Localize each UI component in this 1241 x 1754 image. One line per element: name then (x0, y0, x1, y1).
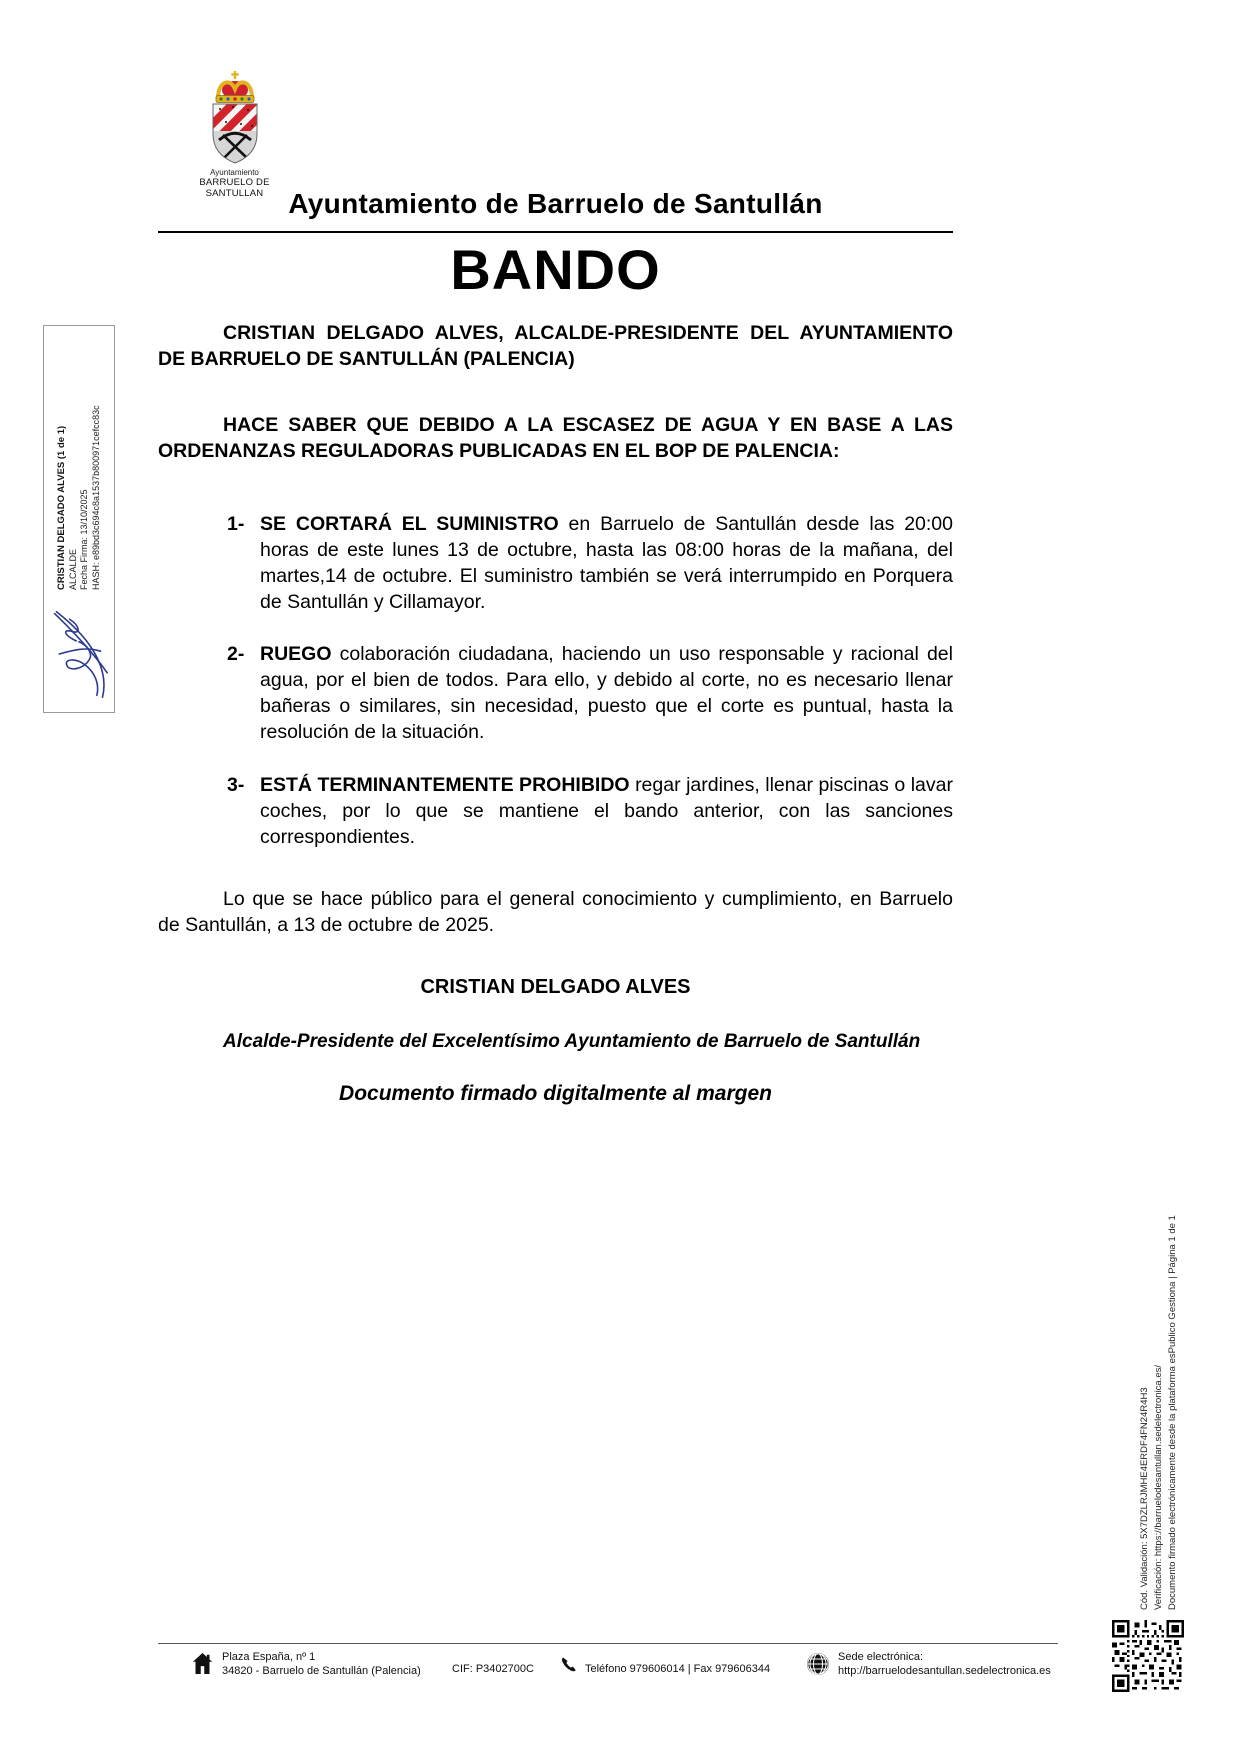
list-item-body: colaboración ciudadana, haciendo un uso responsable y racional del agua, por el bien de todos. Para ello, y debido al corte, no es necesario llenar bañeras o similares, sin necesidad, puesto que el corte es puntual, hasta la resolución de la situación. (260, 643, 953, 744)
footer-sede-url: http://barruelodesantullan.sedelectronica.es (838, 1665, 1051, 1677)
closing-paragraph: Lo que se hace público para el general conocimiento y cumplimiento, en Barruelo de Santullán, a 13 de octubre de 2025. (158, 887, 953, 936)
signer-name: CRISTIAN DELGADO ALVES (420, 976, 691, 999)
signature-stamp-content (44, 326, 114, 712)
stamp-hash-line: HASH: e89bd3c694c8a1537b800971cefcc83c (90, 405, 101, 590)
list-item-text (260, 511, 953, 616)
coat-of-arms-icon (204, 70, 266, 168)
digital-signature-note: Documento firmado digitalmente al margen (339, 1082, 772, 1106)
list-item-lead: ESTÁ TERMINANTEMENTE PROHIBIDO (260, 773, 630, 796)
footer-cif: CIF: P3402700C (452, 1663, 534, 1675)
page-title: Ayuntamiento de Barruelo de Santullán (288, 188, 823, 219)
qr-code (1112, 1620, 1184, 1692)
validation-code-line: Cód. Validación: 5X7DZLRJMHE4ERDF4FN24R4H3 (1139, 1387, 1150, 1610)
house-icon (192, 1652, 213, 1675)
footer-address-line2: 34820 - Barruelo de Santullán (Palencia) (222, 1665, 421, 1677)
footer-address-line1: Plaza España, nº 1 (222, 1651, 316, 1663)
coat-of-arms-logo (172, 70, 297, 199)
validation-platform-line: Documento firmado electrónicamente desde la plataforma esPublico Gestiona | Página 1 de 1 (1167, 1215, 1178, 1610)
announcement-paragraph: HACE SABER QUE DEBIDO A LA ESCASEZ DE AGUA Y EN BASE A LAS ORDENANZAS REGULADORAS PUBLICADAS EN EL BOP DE PALENCIA: (158, 414, 953, 463)
stamp-role-line: ALCALDE (67, 548, 78, 590)
header-divider (158, 231, 953, 233)
document-body (158, 238, 953, 1109)
bando-heading: BANDO (450, 238, 661, 301)
intro-paragraph: CRISTIAN DELGADO ALVES, ALCALDE-PRESIDENTE DEL AYUNTAMIENTO DE BARRUELO DE SANTULLÁN (PALENCIA) (158, 322, 953, 371)
footer-address (222, 1650, 421, 1678)
phone-icon (560, 1656, 578, 1674)
list-item-text (260, 772, 953, 850)
list-item-number: 2- (227, 643, 245, 665)
signature-stamp-text (56, 405, 102, 590)
ordinance-list (158, 511, 953, 850)
footer-sede (838, 1650, 1051, 1678)
list-item-lead: RUEGO (260, 643, 332, 665)
validation-url-line: Verificación: https://barruelodesantullan.sedelectronica.es/ (1153, 1364, 1164, 1610)
validation-strip (1138, 1082, 1184, 1610)
list-item-number: 1- (227, 512, 245, 535)
list-item-lead: SE CORTARÁ EL SUMINISTRO (260, 512, 559, 535)
stamp-date-line: Fecha Firma: 13/10/2025 (79, 489, 89, 590)
footer-divider (158, 1643, 1058, 1644)
list-item-number: 3- (227, 773, 245, 796)
signature-stamp-box (43, 325, 115, 713)
list-item (227, 641, 953, 746)
list-item-body: en Barruelo de Santullán desde las 20:00 horas de este lunes 13 de octubre, hasta las 08:00 horas de la mañana, del martes,14 de octubre. El suministro también se verá interrumpido en Porquera de Santullán y Cillamayor. (260, 512, 953, 613)
stamp-signer-line: CRISTIAN DELGADO ALVES (1 de 1) (56, 425, 67, 590)
list-item-body: regar jardines, llenar piscinas o lavar coches, por lo que se mantiene el bando anterior, con las sanciones correspondientes. (260, 773, 953, 848)
footer-sede-label: Sede electrónica: (838, 1651, 923, 1663)
logo-caption-line2: BARRUELO DE SANTULLAN (199, 177, 270, 199)
footer-phone: Teléfono 979606014 | Fax 979606344 (585, 1663, 771, 1675)
signer-title: Alcalde-Presidente del Excelentísimo Ayuntamiento de Barruelo de Santullán (223, 1030, 921, 1052)
list-item-text (260, 641, 953, 746)
list-item (227, 772, 953, 850)
list-item (227, 511, 953, 616)
logo-caption-line1: Ayuntamiento (210, 168, 259, 177)
globe-icon (806, 1652, 830, 1676)
signature-scribble (48, 606, 110, 702)
validation-strip-content (1138, 1082, 1184, 1610)
